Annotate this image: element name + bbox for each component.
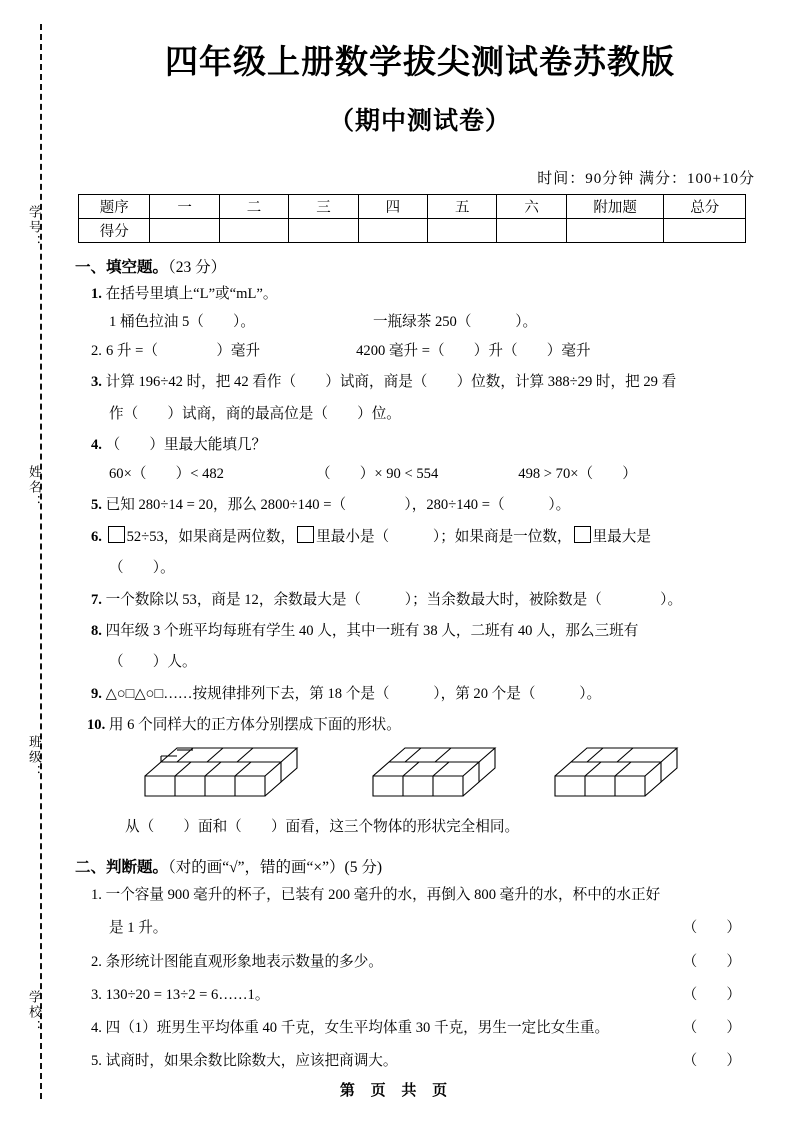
answer-paren[interactable]: （ ） — [682, 953, 741, 970]
question-number: 3. — [91, 986, 102, 1003]
cube-shape-2-icon — [363, 746, 523, 806]
question-text: 四（1）班男生平均体重 40 千克，女生平均体重 30 千克，男生一定比女生重。 — [105, 1020, 610, 1036]
score-table-header-cell: 题序 — [79, 195, 150, 219]
question-number: 5. — [91, 497, 102, 514]
section-2-points: （对的画“√”，错的画“×”）(5 分) — [168, 859, 382, 877]
question-text[interactable]: 已知 280÷14 = 20，那么 2800÷140 =（ ），280÷140 =（ ）。 — [105, 497, 571, 514]
question-1-2-right[interactable]: 4200 毫升 =（ ）升（ ）毫升 — [356, 342, 591, 359]
score-table-header-cell: 三 — [289, 195, 358, 219]
question-text-3: 里最大是 — [592, 528, 651, 545]
cube-shape-3-icon — [545, 746, 705, 806]
page-footer: 第 页 共 页 — [339, 1083, 454, 1099]
exam-meta: 时间：90分钟 满分：100+10分 — [537, 171, 755, 187]
score-table-header-cell: 六 — [497, 195, 566, 219]
question-text-2: 是 1 升。 — [109, 920, 168, 937]
question-1-6-line2[interactable]: （ ）。 — [109, 560, 175, 577]
score-cell[interactable] — [219, 219, 288, 243]
question-2-4 — [91, 1014, 765, 1043]
score-cell[interactable] — [289, 219, 358, 243]
question-text: 130÷20 = 13÷2 = 6……1。 — [105, 986, 270, 1003]
question-2-1 — [91, 881, 765, 910]
answer-box-icon[interactable] — [297, 526, 314, 543]
question-1-4-a[interactable]: 60×（ ）< 482 — [109, 465, 224, 482]
question-1-9 — [91, 680, 765, 708]
table-row — [79, 195, 746, 219]
question-number: 7. — [91, 591, 102, 608]
rail-label-school: 学校： — [27, 990, 42, 1035]
rail-label-class: 班级： — [27, 735, 42, 780]
question-2-1-line2 — [109, 914, 765, 943]
score-cell[interactable] — [428, 219, 497, 243]
rail-label-name: 姓名： — [27, 465, 42, 510]
question-text: 一个容量 900 毫升的杯子，已装有 200 毫升的水，再倒入 800 毫升的水，杯中的水正好 — [105, 887, 661, 904]
question-number: 9. — [91, 685, 102, 702]
question-text[interactable]: 6 升 =（ ）毫升 — [105, 342, 261, 359]
question-1-8-line2[interactable]: （ ）人。 — [109, 654, 197, 671]
question-number: 5. — [91, 1053, 102, 1070]
score-cell[interactable] — [566, 219, 664, 243]
score-table-header-cell: 二 — [219, 195, 288, 219]
question-number: 1. — [91, 887, 102, 904]
question-1-10-line2[interactable]: 从（ ）面和（ ）面看，这三个物体的形状完全相同。 — [125, 818, 520, 835]
section-1-heading — [75, 255, 765, 277]
question-1-1-blanks — [109, 308, 765, 336]
question-number: 4. — [91, 1020, 102, 1036]
question-1-7 — [91, 586, 765, 614]
score-table-header-cell: 五 — [428, 195, 497, 219]
section-2-heading — [75, 855, 765, 877]
question-text: 在括号里填上“L”或“mL”。 — [105, 286, 278, 302]
score-cell[interactable] — [358, 219, 427, 243]
binding-dashed-line — [40, 24, 44, 1099]
cube-shapes-figure — [135, 746, 765, 810]
score-table-label-cell: 得分 — [79, 219, 150, 243]
question-1-3-line2[interactable]: 作（ ）试商，商的最高位是（ ）位。 — [109, 405, 401, 422]
page-title: 四年级上册数学拔尖测试卷苏教版 — [165, 43, 675, 80]
question-1-4-b[interactable]: （ ）× 90 < 554 — [315, 465, 439, 482]
question-text: （ ）里最大能填几？ — [105, 437, 267, 454]
exam-content — [75, 0, 765, 1076]
question-2-5 — [91, 1047, 765, 1076]
answer-paren[interactable]: （ ） — [682, 986, 741, 1003]
question-1-5 — [91, 491, 765, 519]
score-table-header-cell: 附加题 — [566, 195, 664, 219]
question-text: 52÷53，如果商是两位数， — [126, 528, 296, 545]
question-1-1 — [91, 280, 765, 308]
question-text[interactable]: 计算 196÷42 时，把 42 看作（ ）试商，商是（ ）位数，计算 388÷29 时，把 29 看 — [105, 374, 677, 391]
question-1-3 — [91, 368, 765, 396]
question-1-4 — [91, 431, 765, 459]
score-cell[interactable] — [497, 219, 566, 243]
question-text: 用 6 个同样大的正方体分别摆成下面的形状。 — [108, 717, 401, 734]
question-2-2 — [91, 948, 765, 977]
question-1-6 — [91, 523, 765, 551]
question-1-4-c[interactable]: 498 > 70×（ ） — [518, 465, 637, 482]
score-table-header-cell: 四 — [358, 195, 427, 219]
score-cell[interactable] — [150, 219, 219, 243]
answer-paren[interactable]: （ ） — [682, 1020, 741, 1036]
question-text: 试商时，如果余数比除数大，应该把商调大。 — [105, 1053, 398, 1070]
page-subtitle: （期中测试卷） — [328, 107, 511, 135]
question-number: 3. — [91, 374, 102, 391]
question-1-8 — [91, 617, 765, 645]
score-cell[interactable] — [664, 219, 746, 243]
score-table — [78, 194, 746, 243]
question-text[interactable]: 一个数除以 53，商是 12，余数最大是（ ）；当余数最大时，被除数是（ ）。 — [105, 591, 683, 608]
cube-shape-1-icon — [135, 746, 335, 806]
question-number: 10. — [87, 717, 106, 734]
question-1-1-left[interactable]: 1 桶色拉油 5（ ）。 — [109, 314, 255, 331]
question-number: 1. — [91, 286, 102, 302]
score-table-header-cell: 一 — [150, 195, 219, 219]
question-1-4-blanks — [109, 460, 765, 488]
question-number: 6. — [91, 528, 102, 545]
question-2-3 — [91, 981, 765, 1010]
question-number: 4. — [91, 437, 102, 454]
question-text: 条形统计图能直观形象地表示数量的多少。 — [105, 953, 383, 970]
question-number: 8. — [91, 622, 102, 639]
question-text[interactable]: △○□△○□……按规律排列下去，第 18 个是（ ），第 20 个是（ ）。 — [105, 685, 602, 702]
score-table-header-cell: 总分 — [664, 195, 746, 219]
question-number: 2. — [91, 953, 102, 970]
question-1-2 — [91, 337, 765, 365]
rail-label-student-id: 学号： — [27, 205, 42, 250]
table-row — [79, 219, 746, 243]
section-1-points: （23 分） — [168, 259, 227, 276]
answer-box-icon[interactable] — [574, 526, 591, 543]
question-1-10 — [87, 711, 765, 739]
answer-paren[interactable]: （ ） — [682, 1053, 741, 1070]
section-1-title: 一、填空题。 — [75, 259, 169, 276]
question-number: 2. — [91, 342, 102, 359]
question-1-1-right[interactable]: 一瓶绿茶 250（ ）。 — [372, 314, 538, 331]
answer-box-icon[interactable] — [108, 526, 125, 543]
question-text-2: 里最小是（ ）；如果商是一位数， — [316, 528, 572, 545]
answer-paren[interactable]: （ ） — [682, 920, 741, 937]
section-2-title: 二、判断题。 — [75, 859, 169, 877]
question-text: 四年级 3 个班平均每班有学生 40 人，其中一班有 38 人，二班有 40 人，那么三班有 — [105, 622, 639, 639]
